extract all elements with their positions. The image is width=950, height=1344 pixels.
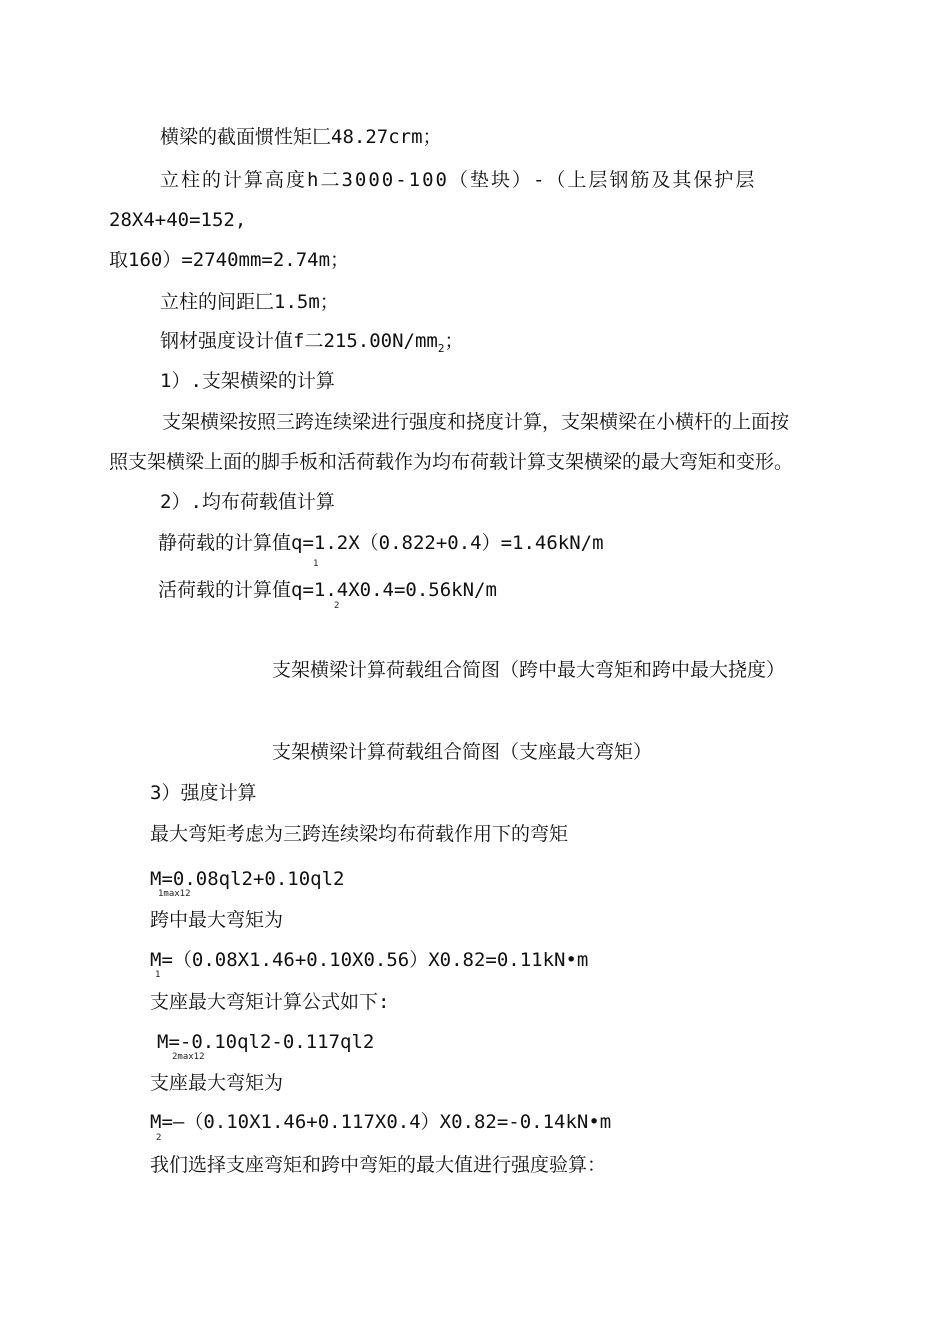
section-heading: 2）.均布荷载值计算 bbox=[160, 491, 335, 513]
text-line: 支座最大弯矩计算公式如下: bbox=[150, 991, 390, 1013]
text-segment: ； bbox=[444, 330, 464, 352]
text-line: 立柱的间距匚1.5m； bbox=[160, 291, 339, 313]
section-heading: 3）强度计算 bbox=[150, 782, 257, 804]
text-line: 取160）=2740mm=2.74m； bbox=[109, 249, 350, 271]
formula-subscript: 2 bbox=[156, 1133, 162, 1143]
text-line: 支座最大弯矩为 bbox=[150, 1072, 284, 1094]
text-line: 横梁的截面惯性矩匚48.27crm； bbox=[160, 126, 442, 148]
text-line: 跨中最大弯矩为 bbox=[150, 909, 284, 931]
formula-subscript: 2 bbox=[334, 601, 340, 611]
text-segment: 钢材强度设计值f二215.00N/mm bbox=[160, 330, 438, 352]
formula-subscript: 1 bbox=[313, 559, 319, 569]
formula-line: 活荷载的计算值q=1.4X0.4=0.56kN/m bbox=[158, 579, 497, 601]
figure-caption: 支架横梁计算荷载组合简图（跨中最大弯矩和跨中最大挠度） bbox=[272, 659, 786, 681]
paragraph-line: 照支架横梁上面的脚手板和活荷载作为均布荷载计算支架横梁的最大弯矩和变形。 bbox=[109, 451, 794, 473]
text-line: 我们选择支座弯矩和跨中弯矩的最大值进行强度验算： bbox=[150, 1154, 607, 1176]
formula-subscript: 1 bbox=[155, 970, 161, 980]
formula-line: 静荷载的计算值q=1.2X（0.822+0.4）=1.46kN/m bbox=[158, 532, 604, 554]
figure-caption: 支架横梁计算荷载组合简图（支座最大弯矩） bbox=[272, 741, 653, 763]
section-heading: 1）.支架横梁的计算 bbox=[160, 370, 335, 392]
text-line: 最大弯矩考虑为三跨连续梁均布荷载作用下的弯矩 bbox=[150, 823, 569, 845]
paragraph-line: 支架横梁按照三跨连续梁进行强度和挠度计算，支架横梁在小横杆的上面按 bbox=[162, 411, 790, 433]
formula-line: M=0.08ql2+0.10ql2 bbox=[150, 868, 345, 890]
text-line bbox=[160, 329, 463, 361]
formula-line: M=—（0.10X1.46+0.117X0.4）X0.82=-0.14kN•m bbox=[150, 1111, 612, 1133]
subscript: 2 bbox=[437, 341, 445, 355]
formula-line: M=-0.10ql2-0.117ql2 bbox=[157, 1031, 375, 1053]
formula-subscript: 1max12 bbox=[158, 889, 191, 899]
text-line: 28X4+40=152, bbox=[109, 209, 247, 231]
formula-line: M=（0.08X1.46+0.10X0.56）X0.82=0.11kN•m bbox=[150, 949, 589, 971]
text-line: 立柱的计算高度h二3000-100（垫块）-（上层钢筋及其保护层 bbox=[160, 169, 757, 191]
formula-subscript: 2max12 bbox=[172, 1052, 205, 1062]
